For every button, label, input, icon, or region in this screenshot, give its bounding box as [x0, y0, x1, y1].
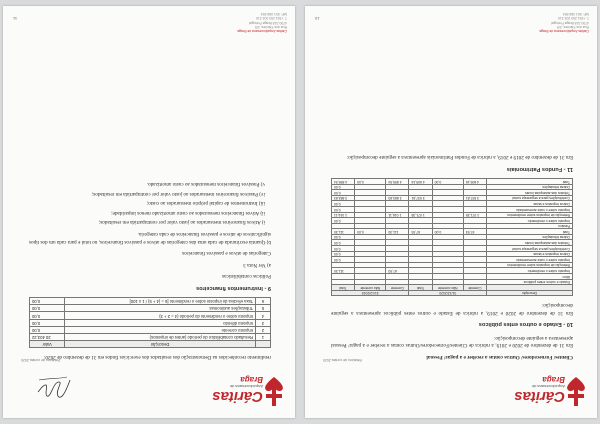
categories-label: Categorias de ativos e passivos financeiros — [182, 250, 271, 257]
table-subheader: Não corrente — [432, 285, 463, 291]
table-cell — [386, 246, 409, 252]
table-cell — [432, 240, 463, 246]
page-number: 11 — [13, 16, 18, 21]
table-cell — [386, 240, 409, 246]
table-cell: 0,00 — [30, 305, 65, 312]
list-item: iv) Passivos financeiros mensurados ao justo valor por contrapartida em resultados; — [91, 190, 265, 197]
table-cell — [463, 234, 486, 240]
table-cell: 0,00 — [355, 229, 386, 235]
table-subheader: Corrente — [463, 285, 486, 291]
table-cell — [463, 190, 486, 196]
table-cell: 4 — [256, 312, 271, 319]
table-cell: Total — [486, 229, 572, 235]
table-cell: Imposto sobre o rendimento — [486, 268, 572, 274]
table-cell — [432, 184, 463, 190]
table-header: Valor — [30, 341, 65, 348]
brand-name: Cáritas — [514, 388, 565, 405]
cross-heart-icon — [263, 376, 285, 406]
table-row — [332, 223, 573, 229]
table-cell — [409, 190, 432, 196]
table-row — [332, 190, 573, 196]
table-cell: Tributos das autarquias locais — [486, 190, 572, 196]
table-cell — [463, 274, 486, 280]
list-item: iii) Instrumentos de capital próprio mensurados ao custo; — [146, 200, 265, 207]
table-cell: 0,00 — [30, 319, 65, 326]
table-cell: 1 — [256, 334, 271, 341]
table-cell: 3 537,81 — [463, 195, 486, 201]
table-cell — [355, 262, 386, 268]
table-cell: Imposto sobre o rendimento — [486, 218, 572, 224]
tax-table — [29, 297, 271, 348]
table-cell — [463, 246, 486, 252]
table-cell: 3 883,83 — [386, 195, 409, 201]
table-cell: Retenção de impostos sobre rendimentos — [486, 262, 572, 268]
table-cell — [386, 201, 409, 207]
table-cell: Retenção de impostos sobre rendimentos — [486, 212, 572, 218]
note-label: a) Ver Nota 3 — [243, 261, 271, 268]
table-cell — [332, 223, 355, 229]
footer-postal: 4700-318 Braga Portugal — [249, 20, 287, 25]
table-row — [332, 257, 573, 263]
table-cell — [332, 279, 355, 285]
categories-text: b) Quantia escriturada de cada uma das categorias de ativos e passivos financeiros, no total e para cada um dos tipos significativos de ativos e passivos financeiros de cada categoria. — [29, 231, 271, 245]
table-cell — [409, 201, 432, 207]
table-cell — [432, 279, 463, 285]
table-cell — [409, 274, 432, 280]
table-cell: Taxa efectiva do imposto sobre o rendimento [6 = (4 + 5) / 1 x 100] — [65, 297, 256, 304]
table-cell: Contribuições para a segurança social — [486, 246, 572, 252]
table-row — [332, 246, 573, 252]
table-cell — [463, 218, 486, 224]
table-cell — [432, 262, 463, 268]
table-row — [30, 326, 271, 333]
table-cell — [386, 190, 409, 196]
caritas-logo — [514, 364, 587, 410]
table-cell — [355, 251, 386, 257]
table-cell: 111,30 — [386, 229, 409, 235]
table-cell: 4 609,16 — [463, 178, 486, 184]
table-row — [332, 234, 573, 240]
table-cell: 0,00 — [30, 312, 65, 319]
table-row — [30, 334, 271, 341]
table-cell: 0,00 — [332, 201, 355, 207]
table-cell — [355, 246, 386, 252]
table-cell: 6 — [256, 297, 271, 304]
table-subheader: Total — [409, 285, 432, 291]
page-number: 10 — [315, 16, 320, 21]
table-cell — [432, 212, 463, 218]
table-cell — [409, 223, 432, 229]
table-row — [30, 319, 271, 326]
table-cell: Outras tributações — [486, 234, 572, 240]
table-cell — [463, 201, 486, 207]
table-cell: Tributos das autarquias locais — [486, 240, 572, 246]
table-cell: 0,00 — [30, 326, 65, 333]
table-cell: 0,00 — [432, 229, 463, 235]
table-subheader: Corrente — [386, 285, 409, 291]
table-cell — [432, 190, 463, 196]
table-cell — [355, 257, 386, 263]
table-cell — [332, 262, 355, 268]
table-cell — [355, 274, 386, 280]
list-item: ii) Ativos financeiros mensurados ao custo amortizado menos imparidade; — [111, 209, 265, 216]
table-cell: Imposto corrente — [65, 326, 256, 333]
table-cell — [463, 223, 486, 229]
table-cell — [409, 279, 432, 285]
table-cell — [386, 234, 409, 240]
brand-subtitle: Arquidiocesana de — [229, 384, 263, 389]
table-cell: 67,93 — [409, 229, 432, 235]
table-row — [332, 268, 573, 274]
table-cell — [463, 257, 486, 263]
table-cell: 0,00 — [332, 218, 355, 224]
state-entities-table — [331, 178, 573, 296]
table-cell — [409, 251, 432, 257]
table-cell: Imposto sobre o valor acrescentado — [486, 206, 572, 212]
table-cell: 0,00 — [332, 240, 355, 246]
table-cell — [432, 223, 463, 229]
table-row — [332, 251, 573, 257]
table-subheader: Total — [332, 285, 355, 291]
table-row — [332, 240, 573, 246]
table-cell — [386, 206, 409, 212]
table-cell — [355, 268, 386, 274]
table-cell: 5 — [256, 305, 271, 312]
table-cell — [409, 234, 432, 240]
table-cell — [463, 184, 486, 190]
table-cell: 67,93 — [463, 229, 486, 235]
table-cell: 111,30 — [332, 229, 355, 235]
table-cell: Outros impostos e taxas — [486, 251, 572, 257]
table-cell — [409, 262, 432, 268]
page-header — [315, 358, 587, 410]
table-row — [332, 229, 573, 235]
table-row — [332, 279, 573, 285]
footer-postal: 4700-318 Braga Portugal — [551, 20, 589, 25]
table-cell — [386, 251, 409, 257]
table-cell — [355, 279, 386, 285]
table-header: 31/12/2019 — [332, 290, 410, 296]
table-cell: Resultado contabilístico do período (antes de impostos) — [65, 334, 256, 341]
section-intro: Em 31 de dezembro de 2020 e 2019, a rubrica de Clientes/Fornecedores/Outras contas a receber e a pagar/ Pessoal apresentava a seguinte decomposição: — [331, 334, 573, 349]
table-cell: 4 609,16 — [409, 178, 432, 184]
table-header: Descrição — [65, 341, 256, 348]
table-cell — [355, 240, 386, 246]
policies-label: Políticas contabilísticas — [222, 273, 271, 280]
table-cell: 1 071,35 — [409, 212, 432, 218]
brand-city: Braga — [240, 375, 263, 384]
table-header — [256, 341, 271, 348]
table-row — [332, 212, 573, 218]
table-cell: 0,00 — [30, 297, 65, 304]
page-body — [331, 149, 573, 360]
table-cell: 1 071,35 — [463, 212, 486, 218]
table-cell — [332, 274, 355, 280]
table-cell — [386, 262, 409, 268]
brand-subtitle: Arquidiocesana de — [531, 384, 565, 389]
table-row — [332, 195, 573, 201]
table-cell — [409, 218, 432, 224]
table-cell: 67,93 — [386, 268, 409, 274]
table-cell — [432, 234, 463, 240]
report-label: Relatório de contas 2020 — [323, 358, 362, 362]
table-cell — [463, 262, 486, 268]
table-cell — [386, 218, 409, 224]
table-row — [332, 262, 573, 268]
page-header — [13, 358, 285, 410]
table-cell: Tributações autónomas — [65, 305, 256, 312]
table-cell: 0,00 — [332, 206, 355, 212]
table-row — [332, 184, 573, 190]
table-cell — [355, 201, 386, 207]
section-11-text: Em 31 de dezembro de 2019 e 2019, a rubrica de Fundos Patrimoniais apresentava a seguinte decomposição: — [346, 154, 573, 161]
table-cell — [355, 234, 386, 240]
table-cell: Ativo — [486, 274, 572, 280]
table-header: 31/12/2020 — [409, 290, 486, 296]
table-cell: Imposto sobre o valor acrescentado — [486, 257, 572, 263]
table-cell — [432, 218, 463, 224]
footer-address: Rua dos Falcões, 2/9 — [556, 24, 589, 29]
table-cell: 111,30 — [332, 268, 355, 274]
cross-heart-icon — [565, 376, 587, 406]
page-right — [3, 6, 295, 418]
table-cell: Contribuições para a segurança social — [486, 195, 572, 201]
table-cell — [432, 257, 463, 263]
footer-org: Cáritas Arquidiocesana de Braga — [237, 29, 287, 34]
footer-nif: NIF: 501 086 594 — [562, 12, 589, 17]
table-cell: 0,00 — [332, 251, 355, 257]
table-row — [332, 218, 573, 224]
table-cell: 0,00 — [332, 184, 355, 190]
table-header: Descrição — [486, 290, 572, 296]
table-row — [30, 312, 271, 319]
table-row — [332, 274, 573, 280]
table-cell: 0,00 — [355, 178, 386, 184]
table-cell — [409, 206, 432, 212]
table-cell: Total — [486, 178, 572, 184]
table-cell — [432, 201, 463, 207]
table-cell — [432, 246, 463, 252]
table-cell — [463, 240, 486, 246]
table-cell: Passivo — [486, 223, 572, 229]
table-cell — [355, 184, 386, 190]
page-body — [29, 175, 271, 360]
table-cell — [386, 257, 409, 263]
table-cell: 20 403,22 — [30, 334, 65, 341]
table-row — [332, 201, 573, 207]
table-cell: Estado e outros entes públicos — [486, 279, 572, 285]
table-cell: Imposto sobre o rendimento do período (4 = 2 + 3) — [65, 312, 256, 319]
table-cell: 0,00 — [332, 257, 355, 263]
table-cell: Outras tributações — [486, 184, 572, 190]
table-cell: 0,00 — [332, 246, 355, 252]
table-subheader — [486, 285, 572, 291]
table-cell — [432, 206, 463, 212]
table-cell — [355, 212, 386, 218]
caritas-logo — [212, 364, 285, 410]
section-10-text: Em 31 de dezembro de 2020 e 2019, a rubrica de Estado e outros entes públicos apresentava a seguinte decomposição: — [331, 302, 573, 316]
table-cell — [386, 223, 409, 229]
table-subheader: Não corrente — [355, 285, 386, 291]
table-cell — [409, 246, 432, 252]
table-cell: 2 — [256, 326, 271, 333]
table-cell — [386, 184, 409, 190]
table-cell: 3 883,83 — [332, 195, 355, 201]
table-cell — [409, 257, 432, 263]
report-label: Relatório de contas 2020 — [21, 358, 60, 362]
table-cell — [463, 206, 486, 212]
table-cell — [386, 274, 409, 280]
footer-org: Cáritas Arquidiocesana de Braga — [539, 29, 589, 34]
table-cell — [355, 223, 386, 229]
table-cell: Outros impostos e taxas — [486, 201, 572, 207]
list-item: i) Ativos financeiros mensurados ao justo valor por contrapartida em resultados; — [98, 219, 265, 226]
table-cell — [355, 206, 386, 212]
table-cell — [432, 251, 463, 257]
list-item: v) Passivos financeiros mensurados ao custo amortizado. — [146, 181, 265, 188]
section-10-title: 10 - Estado e outros entes públicos — [478, 321, 573, 328]
footer-phone: T. +351 253 203 210 — [557, 16, 589, 21]
table-cell — [386, 279, 409, 285]
section-intro: rendimento reconhecidos na Demonstração dos resultados dos exercícios findos em 31 de dezembro de 2020: — [43, 354, 271, 360]
table-cell — [355, 195, 386, 201]
categories-list — [29, 179, 265, 225]
section-11-title: 11 - Fundos Patrimoniais — [506, 165, 573, 172]
table-cell: 1 016,11 — [332, 212, 355, 218]
brand-city: Braga — [542, 375, 565, 384]
table-cell — [409, 240, 432, 246]
table-cell — [409, 184, 432, 190]
table-row — [332, 178, 573, 184]
footer-nif: NIF: 501 086 594 — [260, 12, 287, 17]
table-cell: 0,00 — [432, 178, 463, 184]
table-row — [30, 297, 271, 304]
table-cell: Imposto diferido — [65, 319, 256, 326]
table-row — [30, 305, 271, 312]
table-cell — [432, 268, 463, 274]
table-cell: 4 899,94 — [386, 178, 409, 184]
page-footer — [539, 12, 589, 33]
page-left — [305, 6, 597, 418]
table-cell: 4 899,94 — [332, 178, 355, 184]
table-cell: 3 537,81 — [409, 195, 432, 201]
signature-image — [35, 374, 73, 404]
table-cell — [463, 268, 486, 274]
page-footer — [237, 12, 287, 33]
table-cell — [432, 274, 463, 280]
table-cell — [355, 218, 386, 224]
table-cell — [463, 251, 486, 257]
table-cell — [355, 190, 386, 196]
footer-phone: T. +351 253 203 210 — [255, 16, 287, 21]
section-question: Clientes/ Fornecedores/ Outras contas a receber e a pagar/ Pessoal — [426, 354, 573, 360]
table-cell — [432, 195, 463, 201]
footer-address: Rua dos Falcões, 2/9 — [254, 24, 287, 29]
table-row — [332, 206, 573, 212]
table-cell: 0,00 — [332, 190, 355, 196]
brand-name: Cáritas — [212, 388, 263, 405]
table-cell: 1 016,11 — [386, 212, 409, 218]
section-9-title: 9 - Instrumentos financeiros — [196, 284, 271, 291]
table-cell — [463, 279, 486, 285]
table-cell: 3 — [256, 319, 271, 326]
table-cell: 0,00 — [332, 234, 355, 240]
table-cell — [409, 268, 432, 274]
